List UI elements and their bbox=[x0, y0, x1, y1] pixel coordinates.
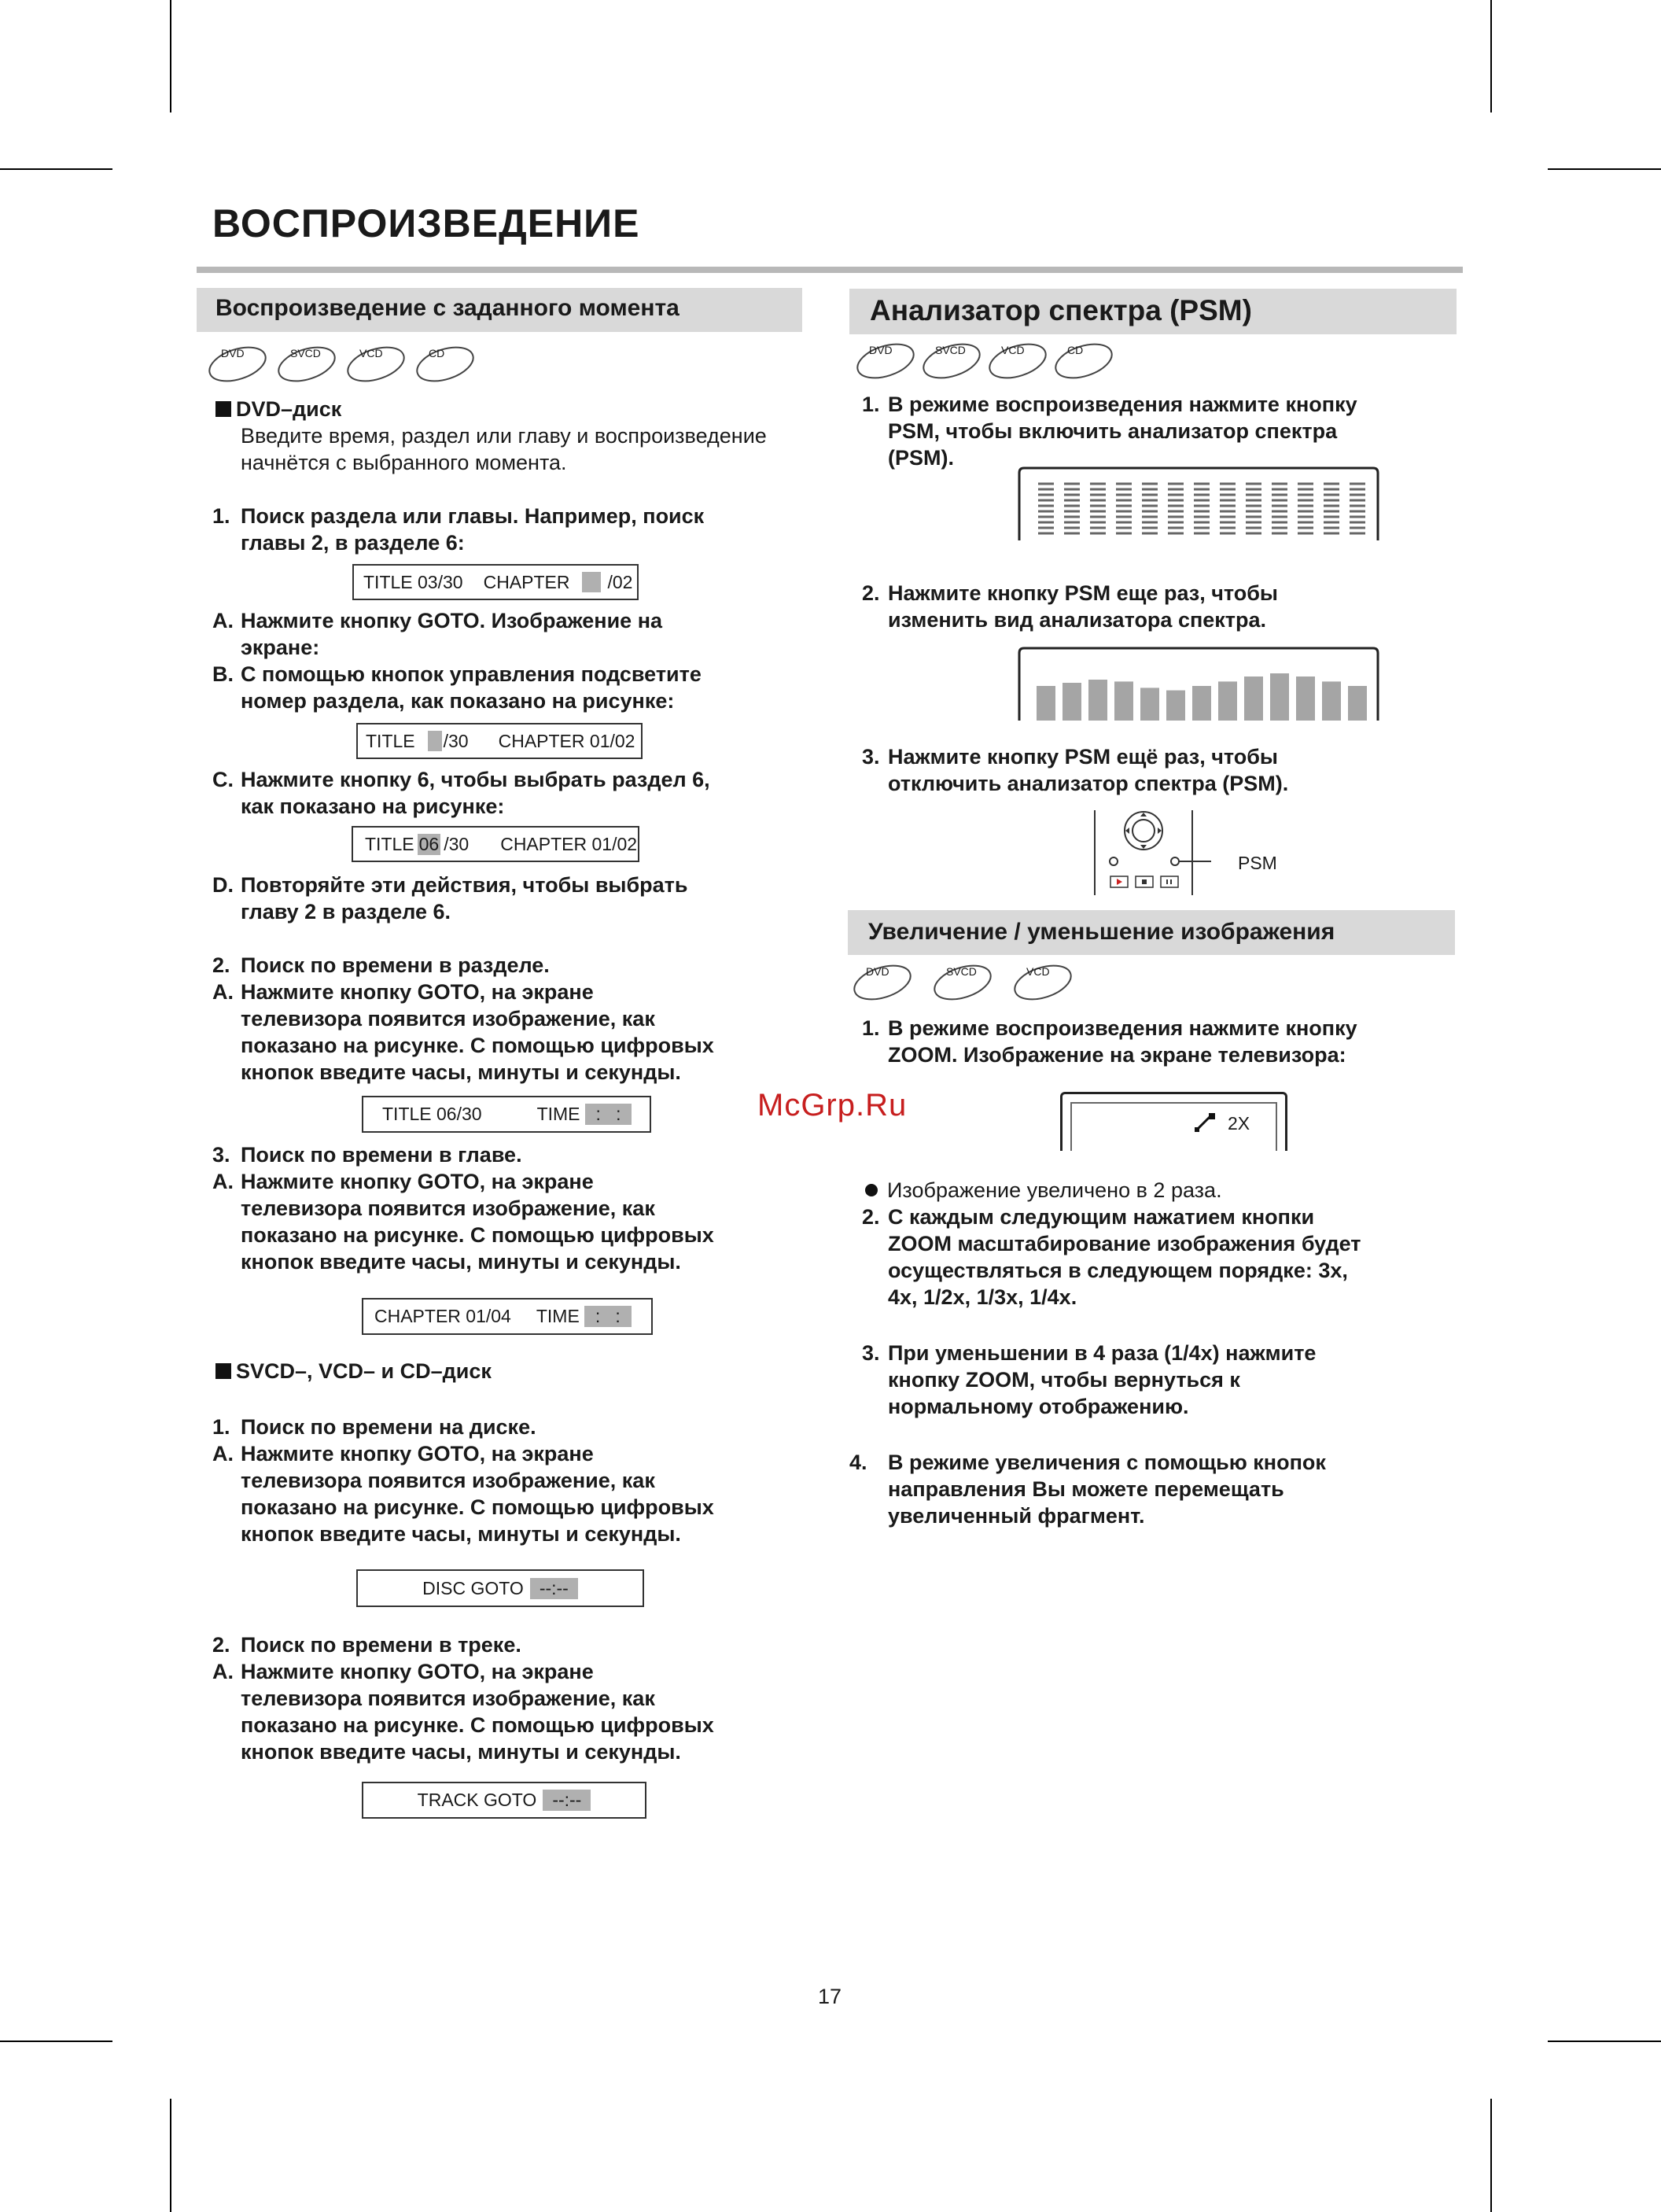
spectrum-bar bbox=[1114, 681, 1133, 721]
disc-icon bbox=[276, 346, 337, 382]
zoom-screen bbox=[1060, 1092, 1287, 1151]
osd-title-chapter-3: TITLE 06 /30 CHAPTER 01/02 bbox=[352, 826, 639, 862]
crop-mark bbox=[0, 2041, 112, 2042]
disc-label: VCD bbox=[359, 347, 383, 359]
disc-icon bbox=[1012, 964, 1074, 1001]
disc-icon bbox=[852, 964, 913, 1001]
spectrum-bar bbox=[1166, 691, 1185, 721]
osd-track-goto: TRACK GOTO --:-- bbox=[362, 1782, 646, 1819]
crop-mark bbox=[1490, 2099, 1492, 2212]
spectrum-bar bbox=[1244, 677, 1263, 721]
disc-label: SVCD bbox=[935, 344, 966, 356]
watermark: McGrp.Ru bbox=[757, 1088, 908, 1123]
spectrum-bar bbox=[1088, 680, 1107, 721]
spectrum-bar bbox=[1348, 686, 1367, 721]
disc-icons-psm bbox=[855, 343, 1114, 379]
crop-mark bbox=[170, 0, 171, 112]
disc-label: SVCD bbox=[290, 347, 321, 359]
section-header-psm: Анализатор спектра (PSM) bbox=[849, 289, 1457, 334]
disc-icon bbox=[932, 964, 993, 1001]
osd-title-time: TITLE 06/30 TIME : : bbox=[362, 1096, 651, 1133]
bullet-icon bbox=[865, 1184, 878, 1196]
spectrum-analyzer-2 bbox=[1018, 647, 1379, 721]
osd-chapter-time: CHAPTER 01/04 TIME : : bbox=[362, 1298, 653, 1335]
disc-icon bbox=[207, 346, 268, 382]
disc-label: VCD bbox=[1001, 344, 1025, 356]
disc-label: CD bbox=[1067, 344, 1084, 356]
crop-mark bbox=[0, 168, 112, 170]
spectrum-bar bbox=[1218, 681, 1237, 721]
disc-label: CD bbox=[429, 347, 445, 359]
page-title: ВОСПРОИЗВЕДЕНИЕ bbox=[212, 201, 640, 245]
title-rule bbox=[197, 267, 1463, 273]
disc-label: VCD bbox=[1026, 965, 1050, 978]
spectrum-bar bbox=[1140, 688, 1159, 721]
section-header-zoom: Увеличение / уменьшение изображения bbox=[848, 910, 1455, 955]
spectrum-bar bbox=[1270, 673, 1289, 721]
disc-icon bbox=[921, 343, 982, 379]
disc-icon bbox=[987, 343, 1048, 379]
spectrum-bar bbox=[1037, 686, 1055, 721]
zoom-osd-label: 2X bbox=[1228, 1113, 1250, 1134]
disc-label: DVD bbox=[221, 347, 245, 359]
spectrum-bar bbox=[1296, 677, 1315, 721]
disc-label: DVD bbox=[869, 344, 893, 356]
spectrum-bar bbox=[1063, 683, 1081, 721]
section-header-goto: Воспроизведение с заданного момента bbox=[197, 288, 802, 332]
remote-control-psm bbox=[1093, 810, 1211, 895]
disc-icons-zoom bbox=[852, 964, 1074, 1001]
dvd-intro: Введите время, раздел или главу и воспроизведение начнётся с выбранного момента. bbox=[241, 424, 767, 474]
dvd-heading: DVD–диск bbox=[215, 396, 341, 422]
svcd-heading: SVCD–, VCD– и CD–диск bbox=[215, 1358, 492, 1384]
crop-mark bbox=[1490, 0, 1492, 112]
disc-icon bbox=[414, 346, 476, 382]
spectrum-bar bbox=[1192, 686, 1211, 721]
square-bullet-icon bbox=[215, 1363, 231, 1379]
zoom-icon bbox=[1193, 1112, 1217, 1134]
spectrum-analyzer-1 bbox=[1018, 466, 1379, 540]
crop-mark bbox=[170, 2099, 171, 2212]
disc-icon bbox=[855, 343, 916, 379]
zoom-bullet: Изображение увеличено в 2 раза. bbox=[865, 1177, 1222, 1204]
psm-label: PSM bbox=[1238, 853, 1277, 873]
disc-label: SVCD bbox=[946, 965, 977, 978]
spectrum-bar bbox=[1322, 681, 1341, 721]
osd-disc-goto: DISC GOTO --:-- bbox=[356, 1569, 644, 1607]
osd-title-chapter-1: TITLE 03/30 CHAPTER /02 bbox=[352, 564, 639, 600]
crop-mark bbox=[1548, 168, 1661, 170]
crop-mark bbox=[1548, 2041, 1661, 2042]
disc-label: DVD bbox=[866, 965, 889, 978]
page-number: 17 bbox=[818, 1985, 842, 2008]
osd-title-chapter-2: TITLE /30 CHAPTER 01/02 bbox=[356, 723, 643, 759]
disc-icon bbox=[345, 346, 407, 382]
square-bullet-icon bbox=[215, 401, 231, 417]
disc-icons-goto bbox=[207, 346, 476, 382]
disc-icon bbox=[1053, 343, 1114, 379]
